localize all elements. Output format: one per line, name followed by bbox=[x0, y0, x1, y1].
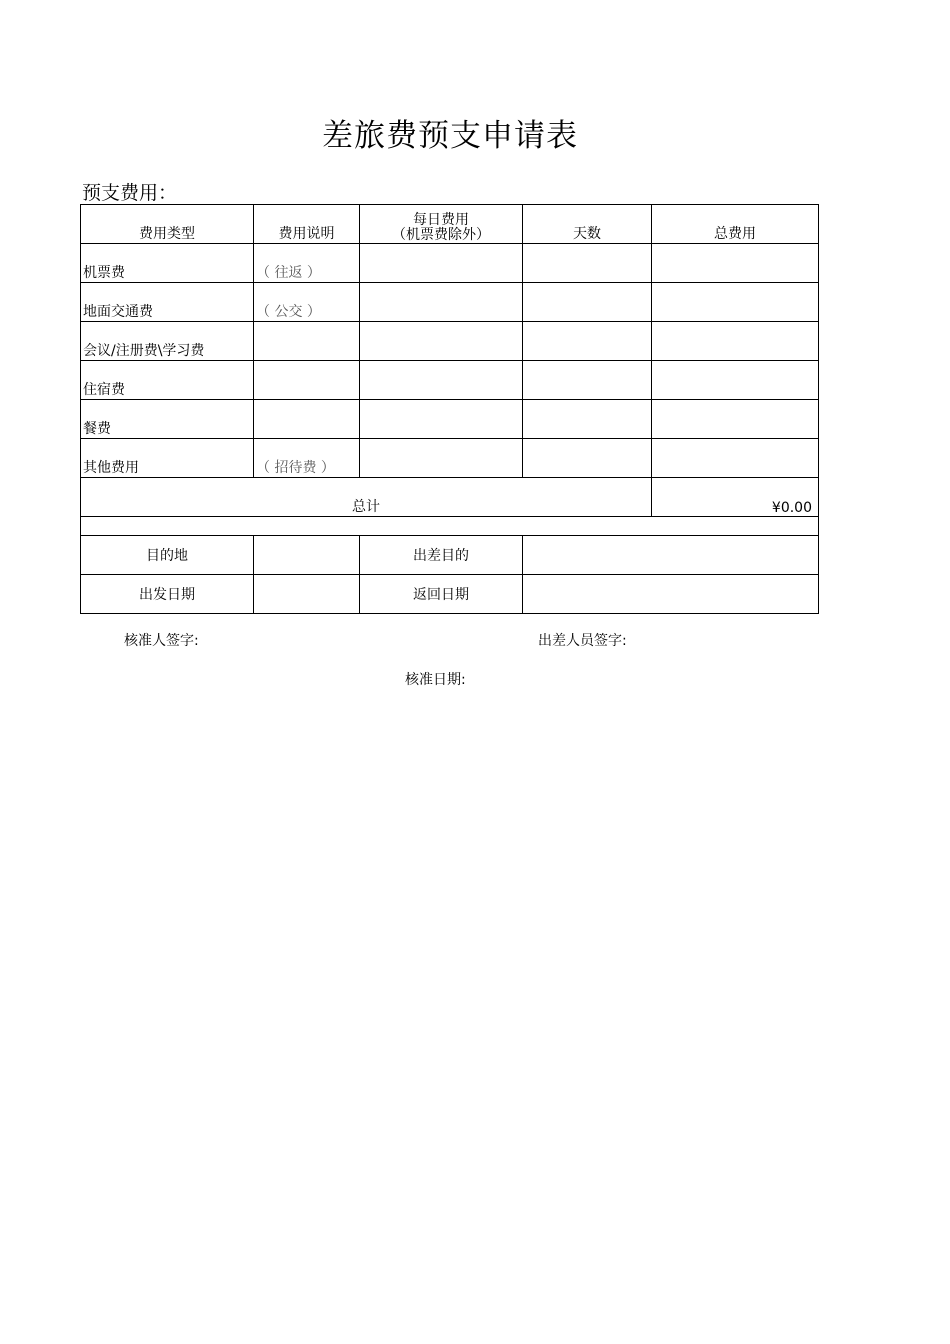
header-row bbox=[81, 205, 819, 244]
destination-label: 目的地 bbox=[81, 536, 254, 575]
row-type: 住宿费 bbox=[81, 361, 254, 400]
row-total-cell[interactable] bbox=[652, 322, 819, 361]
info-row-destination bbox=[81, 536, 819, 575]
row-type: 会议/注册费\学习费 bbox=[81, 322, 254, 361]
row-daily-cell[interactable] bbox=[360, 244, 523, 283]
header-daily-line1: 每日费用 bbox=[413, 212, 469, 228]
row-desc[interactable]: （ 公交 ） bbox=[254, 283, 360, 322]
approve-date-label: 核准日期: bbox=[405, 672, 466, 688]
approver-signature-label: 核准人签字: bbox=[124, 633, 199, 649]
row-daily-cell[interactable] bbox=[360, 439, 523, 478]
expense-table bbox=[80, 204, 819, 614]
table-row bbox=[81, 322, 819, 361]
row-type: 地面交通费 bbox=[81, 283, 254, 322]
header-daily bbox=[360, 205, 523, 244]
row-days-cell[interactable] bbox=[523, 244, 652, 283]
return-date-value[interactable] bbox=[523, 575, 819, 614]
depart-date-value[interactable] bbox=[254, 575, 360, 614]
traveler-signature-label: 出差人员签字: bbox=[538, 633, 627, 649]
row-desc[interactable] bbox=[254, 322, 360, 361]
table-row bbox=[81, 244, 819, 283]
table-row bbox=[81, 283, 819, 322]
row-daily-cell[interactable] bbox=[360, 400, 523, 439]
row-daily-cell[interactable] bbox=[360, 361, 523, 400]
row-days-cell[interactable] bbox=[523, 322, 652, 361]
row-total-cell[interactable] bbox=[652, 439, 819, 478]
row-type: 机票费 bbox=[81, 244, 254, 283]
table-row bbox=[81, 439, 819, 478]
row-days-cell[interactable] bbox=[523, 283, 652, 322]
row-type: 餐费 bbox=[81, 400, 254, 439]
row-type: 其他费用 bbox=[81, 439, 254, 478]
total-label: 总计 bbox=[81, 478, 652, 517]
header-total: 总费用 bbox=[652, 205, 819, 244]
row-total-cell[interactable] bbox=[652, 283, 819, 322]
spacer-cell bbox=[81, 517, 819, 536]
header-daily-line2: （机票费除外） bbox=[392, 227, 490, 243]
row-total-cell[interactable] bbox=[652, 244, 819, 283]
depart-date-label: 出发日期 bbox=[81, 575, 254, 614]
row-daily-cell[interactable] bbox=[360, 322, 523, 361]
row-total-cell[interactable] bbox=[652, 361, 819, 400]
table-row bbox=[81, 400, 819, 439]
row-desc[interactable] bbox=[254, 361, 360, 400]
spacer-row bbox=[81, 517, 819, 536]
destination-value[interactable] bbox=[254, 536, 360, 575]
row-desc[interactable] bbox=[254, 400, 360, 439]
row-days-cell[interactable] bbox=[523, 361, 652, 400]
section-label: 预支费用： bbox=[82, 182, 178, 204]
table-row bbox=[81, 361, 819, 400]
header-type: 费用类型 bbox=[81, 205, 254, 244]
row-desc[interactable]: （ 招待费 ） bbox=[254, 439, 360, 478]
info-row-dates bbox=[81, 575, 819, 614]
row-total-cell[interactable] bbox=[652, 400, 819, 439]
header-desc: 费用说明 bbox=[254, 205, 360, 244]
purpose-value[interactable] bbox=[523, 536, 819, 575]
row-days-cell[interactable] bbox=[523, 439, 652, 478]
row-daily-cell[interactable] bbox=[360, 283, 523, 322]
row-days-cell[interactable] bbox=[523, 400, 652, 439]
total-value: ¥0.00 bbox=[652, 478, 819, 517]
total-row bbox=[81, 478, 819, 517]
row-desc[interactable]: （ 往返 ） bbox=[254, 244, 360, 283]
page-title: 差旅费预支申请表 bbox=[322, 118, 578, 154]
purpose-label: 出差目的 bbox=[360, 536, 523, 575]
return-date-label: 返回日期 bbox=[360, 575, 523, 614]
header-days: 天数 bbox=[523, 205, 652, 244]
